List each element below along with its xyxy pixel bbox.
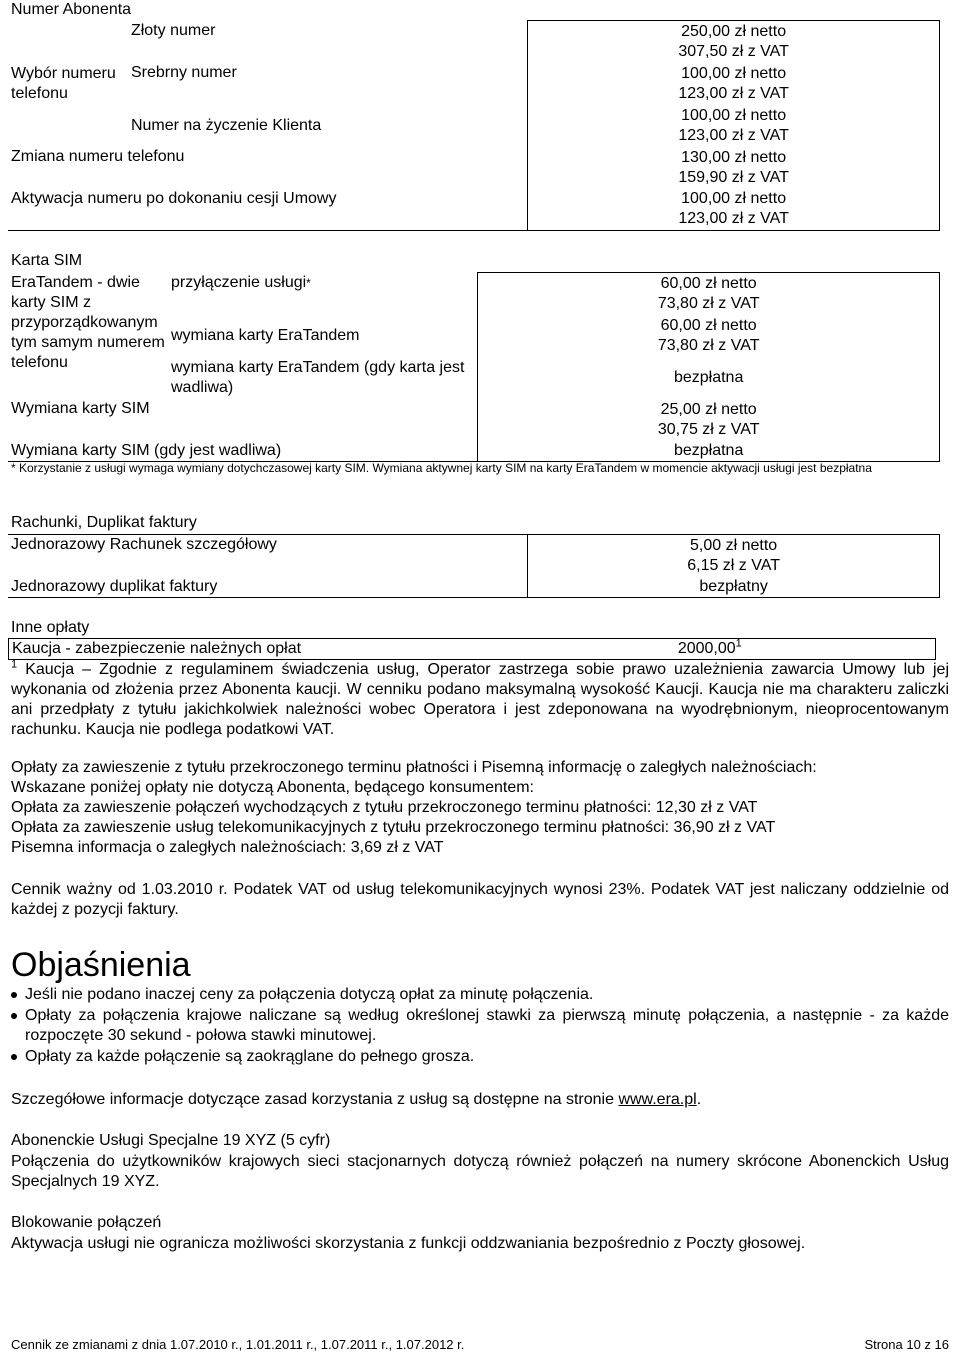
- kaucja-table: [8, 638, 936, 660]
- price-netto: 5,00 zł netto: [690, 536, 778, 554]
- numer-price-cell: [528, 21, 940, 63]
- section-heading-sim: Karta SIM: [11, 252, 83, 269]
- cennik-note: Cennik ważny od 1.03.2010 r. Podatek VAT od usług telekomunikacyjnych wynosi 23%. Podatek VAT jest naliczany oddzielnie od każdej z pozycji faktury.: [11, 881, 949, 918]
- szczegoly-paragraph: [11, 1090, 949, 1110]
- numer-price-cell: [528, 105, 940, 147]
- auspec-text: Połączenia do użytkowników krajowych sieci stacjonarnych dotyczą również połączeń na numery skrócone Abonenckich Usług Specjalnych 19 XYZ.: [11, 1153, 949, 1190]
- footnote-number: 1: [11, 658, 18, 671]
- rachunki-table: [8, 534, 940, 598]
- footnote-text: Kaucja – Zgodnie z regulaminem świadczenia usług, Operator zastrzega sobie prawo uzależnienia zawarcia Umowy lub jej wykonania od złożenia przez Abonenta kaucji. W cenniku podano maksymalną wysokość Kaucji. Kaucja nie ma charakteru zaliczki ani przedpłaty z tytułu jakichkolwiek należności wobec Operatora i jest zdeponowana na wyodrębnionym, nieoprocentowanym rachunku. Kaucja nie podlega podatkowi VAT.: [11, 661, 949, 738]
- kaucja-value: 2000,00: [677, 640, 736, 657]
- price-vat: 307,50 zł z VAT: [678, 42, 789, 60]
- szczegoly-text: Szczegółowe informacje dotyczące zasad korzystania z usług są dostępne na stronie: [11, 1091, 619, 1108]
- price-netto: 25,00 zł netto: [660, 400, 757, 418]
- objasnienia-list: [11, 985, 949, 1068]
- list-item: Opłaty za każde połączenie są zaokrąglane do pełnego grosza.: [11, 1047, 949, 1067]
- sim-price-cell: [478, 273, 940, 315]
- oplaty-line: Pisemna informacja o zaległych należnościach: 3,69 zł z VAT: [11, 839, 444, 856]
- footnote-ref: 1: [735, 637, 742, 650]
- numer-row-label: Srebrny numer: [130, 63, 237, 81]
- page-number: Strona 10 z 16: [864, 1337, 949, 1352]
- duplikat-label: Jednorazowy duplikat faktury: [8, 577, 528, 598]
- price-netto: 60,00 zł netto: [660, 316, 757, 334]
- numer-group-label: Wybór numeru telefonu: [11, 64, 116, 102]
- sim-table: [8, 272, 940, 462]
- price-vat: 73,80 zł z VAT: [657, 294, 760, 312]
- price-netto: 100,00 zł netto: [681, 106, 787, 124]
- oplaty-block: [11, 758, 949, 858]
- kaucja-label: Kaucja - zabezpieczenie należnych opłat: [9, 639, 528, 660]
- numer-row-label: Numer na życzenie Klienta: [130, 116, 322, 134]
- section-heading-numer: Numer Abonenta: [11, 1, 132, 18]
- oplaty-line: Wskazane poniżej opłaty nie dotyczą Abonenta, będącego konsumentem:: [11, 779, 534, 796]
- sim-price-cell: [478, 399, 940, 441]
- numer-row-label: Złoty numer: [130, 21, 216, 39]
- section-heading-inne: Inne opłaty: [11, 619, 90, 636]
- zmiana-numeru-label: Zmiana numeru telefonu: [11, 147, 185, 165]
- price-netto: 100,00 zł netto: [681, 64, 787, 82]
- price-netto: 250,00 zł netto: [681, 22, 787, 40]
- sim-price-value: bezpłatna: [478, 441, 940, 462]
- price-netto: 60,00 zł netto: [660, 274, 757, 292]
- wymiana-sim-label: Wymiana karty SIM: [11, 399, 150, 417]
- sim-row-label: [168, 273, 478, 315]
- numer-price-cell: [528, 189, 940, 231]
- aktywacja-label: Aktywacja numeru po dokonaniu cesji Umowy: [8, 189, 528, 231]
- numer-price-cell: [528, 63, 940, 105]
- footer-left: Cennik ze zmianami z dnia 1.07.2010 r., 1.01.2011 r., 1.07.2011 r., 1.07.2012 r.: [11, 1337, 465, 1352]
- oplaty-line: Opłata za zawieszenie połączeń wychodzących z tytułu przekroczonego terminu płatności: 12,30 zł z VAT: [11, 799, 758, 816]
- era-website-link[interactable]: www.era.pl: [618, 1091, 697, 1108]
- blokowanie-heading: Blokowanie połączeń: [11, 1214, 162, 1231]
- price-vat: 30,75 zł z VAT: [657, 420, 760, 438]
- rachunek-label: Jednorazowy Rachunek szczegółowy: [8, 535, 528, 577]
- kaucja-footnote: [11, 660, 949, 740]
- section-heading-rachunki: Rachunki, Duplikat faktury: [11, 514, 197, 531]
- sim-price-value: bezpłatna: [478, 357, 940, 399]
- oplaty-line: Opłaty za zawieszenie z tytułu przekroczonego terminu płatności i Pisemną informację o zaległych należnościach:: [11, 759, 817, 776]
- price-vat: 73,80 zł z VAT: [657, 336, 760, 354]
- duplikat-value: bezpłatny: [528, 577, 940, 598]
- auspec-heading: Abonenckie Usługi Specjalne 19 XYZ (5 cyfr): [11, 1132, 331, 1149]
- price-netto: 130,00 zł netto: [681, 148, 787, 166]
- numer-price-cell: [528, 147, 940, 189]
- szczegoly-end: .: [696, 1091, 702, 1108]
- sim-group-label: EraTandem - dwie karty SIM z przyporządkowanym tym samym numerem telefonu: [11, 273, 165, 371]
- list-item: Jeśli nie podano inaczej ceny za połączenia dotyczą opłat za minutę połączenia.: [11, 985, 949, 1005]
- numer-table: [8, 20, 940, 231]
- price-vat: 123,00 zł z VAT: [678, 126, 789, 144]
- sim-price-cell: [478, 315, 940, 357]
- sim-row-text: przyłączenie usługi: [170, 273, 307, 291]
- asterisk-mark: *: [306, 275, 311, 290]
- rachunek-price-cell: [528, 535, 940, 577]
- oplaty-line: Opłata za zawieszenie usług telekomunikacyjnych z tytułu przekroczonego terminu płatności: 36,90 zł z VAT: [11, 819, 776, 836]
- wymiana-sim-wadliwa-label: Wymiana karty SIM (gdy jest wadliwa): [8, 441, 478, 462]
- sim-row-label: wymiana karty EraTandem (gdy karta jest wadliwa): [170, 358, 465, 396]
- page-footer: [11, 1337, 949, 1353]
- objasnienia-heading: Objaśnienia: [11, 946, 191, 984]
- sim-note: * Korzystanie z usługi wymaga wymiany dotychczasowej karty SIM. Wymiana aktywnej karty SIM na karty EraTandem w momencie aktywacji usługi jest bezpłatna: [11, 461, 872, 475]
- price-vat: 159,90 zł z VAT: [678, 168, 789, 186]
- sim-row-label: wymiana karty EraTandem: [170, 326, 360, 344]
- list-item: Opłaty za połączenia krajowe naliczane są według określonej stawki za pierwszą minutę połączenia, a następnie - za każde rozpoczęte 30 sekund - połowa stawki minutowej.: [11, 1006, 949, 1046]
- price-vat: 123,00 zł z VAT: [678, 210, 789, 228]
- price-netto: 100,00 zł netto: [681, 190, 787, 208]
- blokowanie-text: Aktywacja usługi nie ogranicza możliwości skorzystania z funkcji oddzwaniania bezpośrednio z Poczty głosowej.: [11, 1235, 806, 1252]
- price-vat: 123,00 zł z VAT: [678, 84, 789, 102]
- kaucja-value-cell: [528, 639, 936, 660]
- price-vat: 6,15 zł z VAT: [687, 556, 780, 574]
